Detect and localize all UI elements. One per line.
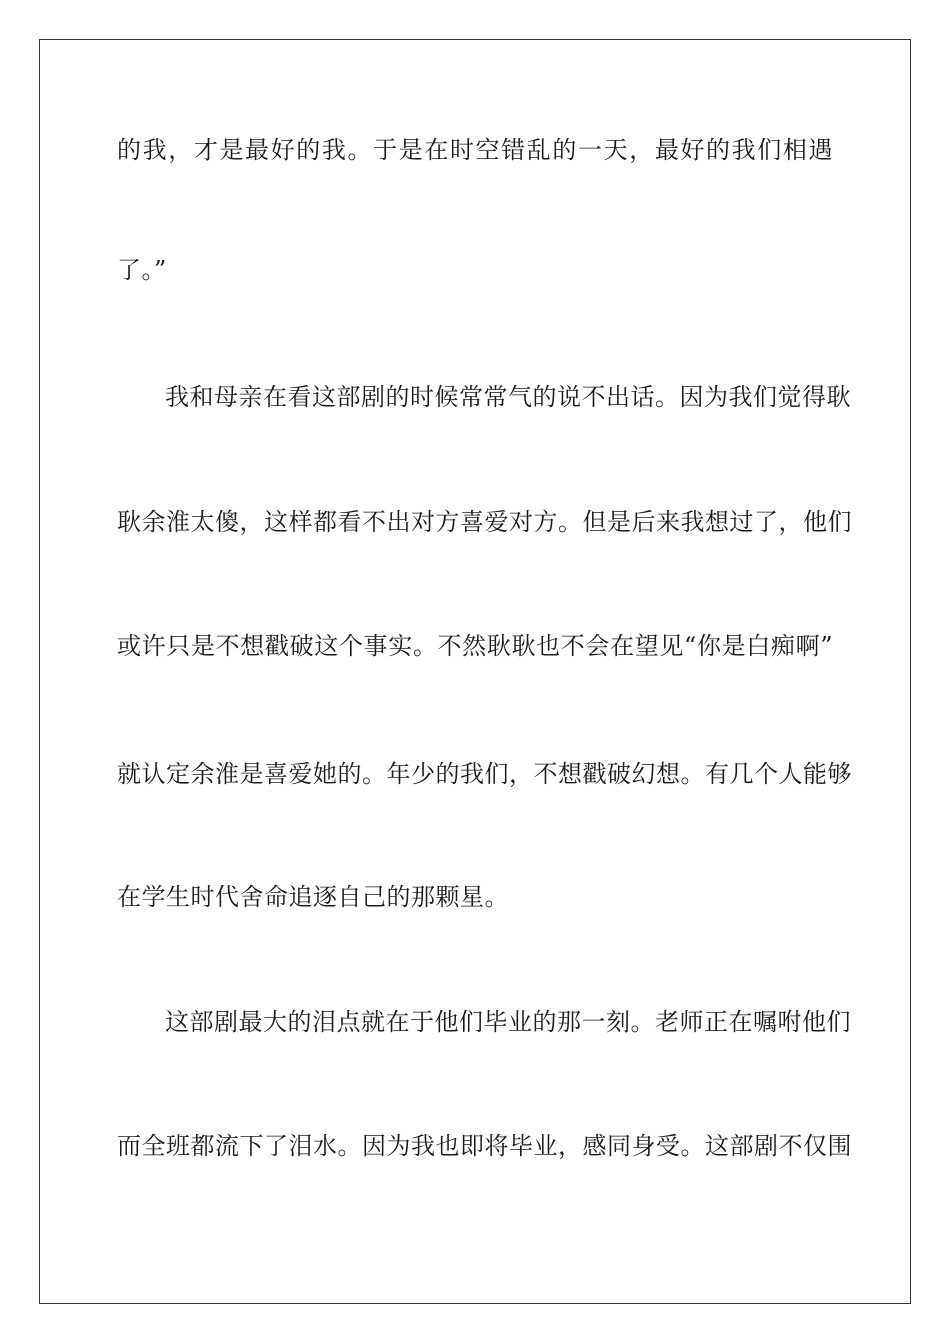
text-line-4: 耿余淮太傻，这样都看不出对方喜爱对方。但是后来我想过了，他们 [117, 508, 852, 536]
page-border [39, 39, 911, 1304]
text-line-9: 而全班都流下了泪水。因为我也即将毕业，感同身受。这部剧不仅围 [117, 1132, 852, 1160]
text-line-5: 或许只是不想戳破这个事实。不然耿耿也不会在望见“你是白痴啊” [117, 632, 833, 660]
text-line-8: 这部剧最大的泪点就在于他们毕业的那一刻。老师正在嘱咐他们 [165, 1008, 851, 1036]
text-line-2: 了。” [117, 256, 167, 284]
text-line-7: 在学生时代舍命追逐自己的那颗星。 [117, 883, 509, 911]
text-line-3: 我和母亲在看这部剧的时候常常气的说不出话。因为我们觉得耿 [165, 383, 851, 411]
text-line-6: 就认定余淮是喜爱她的。年少的我们，不想戳破幻想。有几个人能够 [117, 760, 852, 788]
text-line-1: 的我，才是最好的我。于是在时空错乱的一天，最好的我们相遇 [117, 136, 833, 164]
